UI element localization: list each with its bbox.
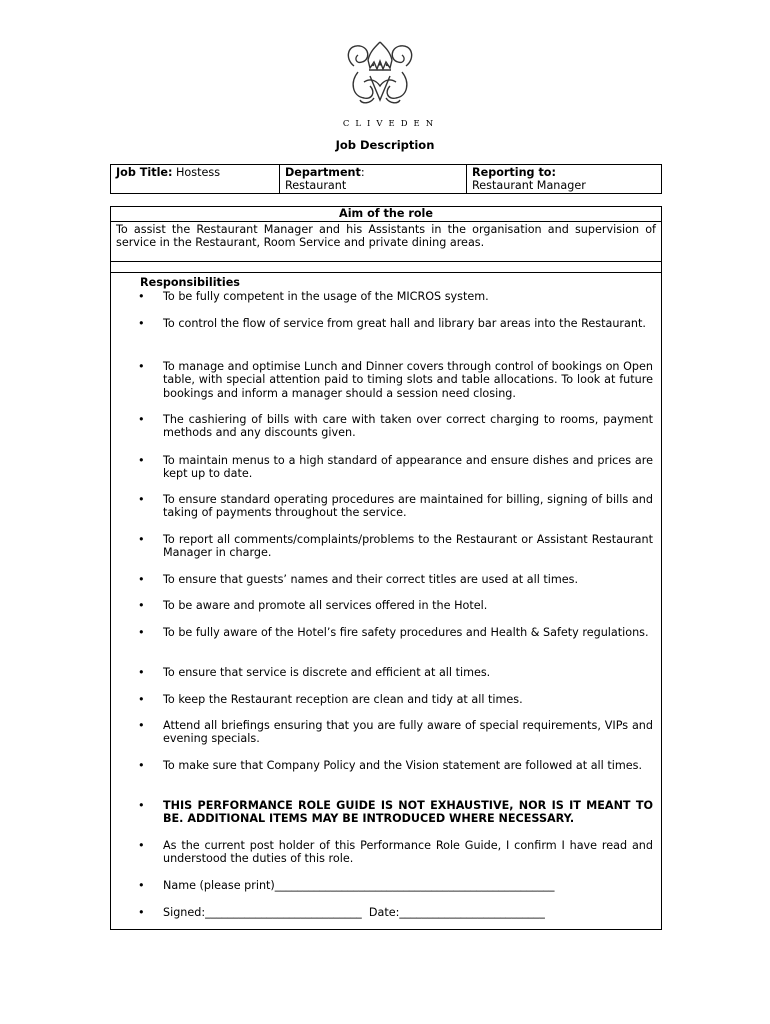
- bullet: •: [138, 626, 145, 639]
- blank-row: [111, 261, 661, 273]
- bullet: •: [138, 317, 145, 330]
- bullet: •: [138, 573, 145, 586]
- job-info-table: [110, 164, 662, 194]
- list-item-text: As the current post holder of this Performance Role Guide, I confirm I have read and understood the duties of this role.: [163, 839, 653, 866]
- responsibilities-heading: Responsibilities: [140, 276, 240, 289]
- bullet: •: [138, 360, 145, 373]
- department-value: Restaurant: [285, 179, 347, 193]
- list-item-text: The cashiering of bills with care with taken over correct charging to rooms, payment methods and any discounts given.: [163, 413, 653, 440]
- list-item-text: To ensure that service is discrete and efficient at all times.: [163, 666, 491, 679]
- list-item-text: THIS PERFORMANCE ROLE GUIDE IS NOT EXHAUSTIVE, NOR IS IT MEANT TO BE. ADDITIONAL ITEMS MAY BE INTRODUCED WHERE NECESSARY.: [163, 799, 653, 826]
- cliveden-crest-logo: [340, 38, 420, 108]
- signature-date-line: Signed:____________________________ Date:__________________________: [163, 906, 545, 919]
- bullet: •: [138, 759, 145, 772]
- bullet: •: [138, 879, 145, 892]
- bullet: •: [138, 493, 145, 506]
- list-item-text: To manage and optimise Lunch and Dinner covers through control of bookings on Open table, with special attention paid to timing slots and table allocations. To look at future bookings and inform a manager should a session need closing.: [163, 360, 653, 400]
- job-title-cell: [111, 165, 279, 193]
- aim-and-responsibilities-box: [110, 206, 662, 930]
- document-title: Job Description: [335, 138, 435, 152]
- aim-heading: Aim of the role: [111, 207, 661, 222]
- brand-name: CLIVEDEN: [342, 119, 440, 129]
- list-item-text: To be fully aware of the Hotel’s fire safety procedures and Health & Safety regulations.: [163, 626, 649, 639]
- bullet: •: [138, 290, 145, 303]
- reporting-value: Restaurant Manager: [472, 179, 586, 193]
- list-item-text: To ensure that guests’ names and their correct titles are used at all times.: [163, 573, 579, 586]
- bullet: •: [138, 839, 145, 852]
- department-colon: :: [360, 166, 365, 179]
- job-title-value: Hostess: [172, 166, 221, 179]
- bullet: •: [138, 533, 145, 546]
- bullet: •: [138, 693, 145, 706]
- bullet: •: [138, 906, 145, 919]
- bullet: •: [138, 599, 145, 612]
- reporting-label: Reporting to:: [472, 166, 556, 179]
- reporting-cell: [466, 165, 661, 193]
- list-item-text: To control the flow of service from great hall and library bar areas into the Restaurant.: [163, 317, 646, 330]
- bullet: •: [138, 799, 145, 812]
- list-item-text: To ensure standard operating procedures are maintained for billing, signing of bills and taking of payments throughout the service.: [163, 493, 653, 520]
- department-label: Department: [285, 166, 361, 179]
- list-item-text: To be fully competent in the usage of the MICROS system.: [163, 290, 489, 303]
- list-item-text: To maintain menus to a high standard of appearance and ensure dishes and prices are kept up to date.: [163, 454, 653, 481]
- bullet: •: [138, 666, 145, 679]
- name-print-line: Name (please print)__________________________________________________: [163, 879, 555, 892]
- bullet: •: [138, 719, 145, 732]
- department-cell: [279, 165, 466, 193]
- bullet: •: [138, 413, 145, 426]
- list-item-text: To be aware and promote all services offered in the Hotel.: [163, 599, 488, 612]
- list-item-text: To make sure that Company Policy and the Vision statement are followed at all times.: [163, 759, 642, 772]
- aim-text: To assist the Restaurant Manager and his Assistants in the organisation and supervision of service in the Restaurant, Room Service and private dining areas.: [116, 223, 656, 250]
- bullet: •: [138, 454, 145, 467]
- list-item-text: To keep the Restaurant reception are clean and tidy at all times.: [163, 693, 523, 706]
- list-item-text: To report all comments/complaints/problems to the Restaurant or Assistant Restaurant Manager in charge.: [163, 533, 653, 560]
- list-item-text: Attend all briefings ensuring that you are fully aware of special requirements, VIPs and evening specials.: [163, 719, 653, 746]
- job-title-label: Job Title:: [116, 166, 173, 179]
